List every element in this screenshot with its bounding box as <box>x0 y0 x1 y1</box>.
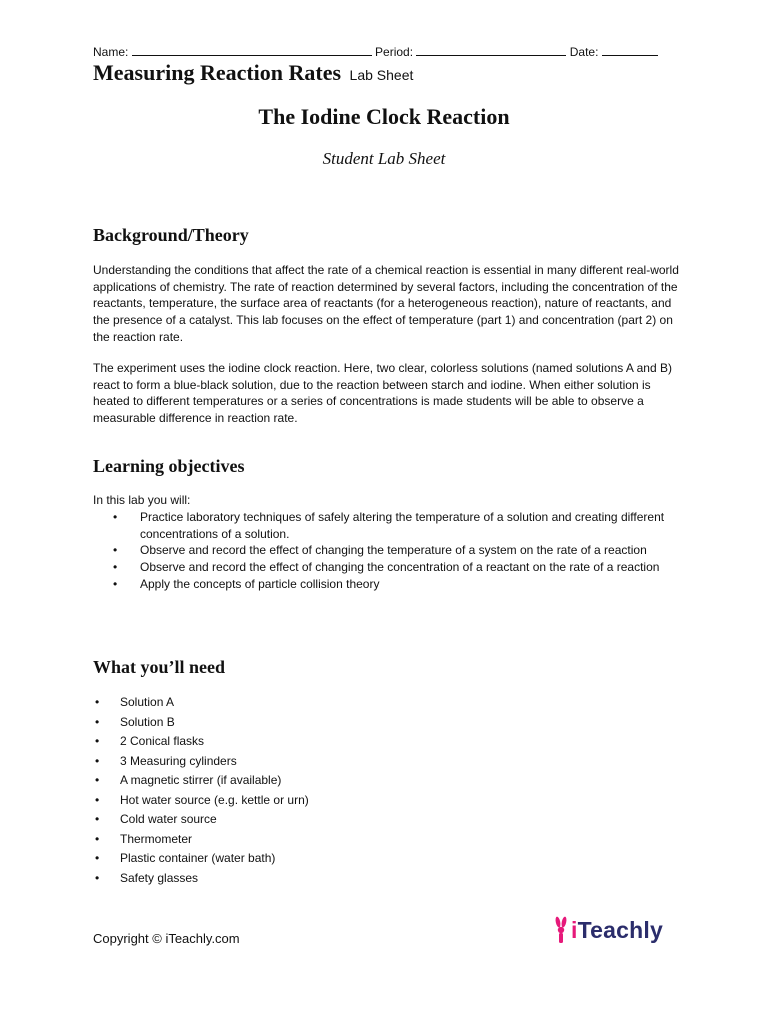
logo-rest-text: Teachly <box>577 916 663 943</box>
list-item <box>93 772 309 792</box>
background-paragraph: Understanding the conditions that affect the rate of a chemical reaction is essential in many different real-world applications of chemistry. The rate of reaction determined by several factors, including the concentration of the reactants, temperature, the surface area of reactants (for a heterogeneous reaction), nature of reactants, and the presence of a catalyst. This lab focuses on the effect of temperature (part 1) and concentration (part 2) on the reaction rate. <box>93 263 679 344</box>
needs-heading: What you’ll need <box>93 657 226 677</box>
list-item <box>113 576 683 593</box>
bullet-icon: • <box>95 792 100 807</box>
objective-text: Practice laboratory techniques of safely altering the temperature of a solution and creating different concentrations of a solution. <box>140 510 665 541</box>
document-title <box>93 60 413 86</box>
list-item <box>93 831 309 851</box>
lab-title: The Iodine Clock Reaction <box>258 104 510 129</box>
lab-subtitle: Student Lab Sheet <box>322 149 446 168</box>
bullet-icon: • <box>95 753 100 768</box>
bullet-icon: • <box>113 510 118 524</box>
list-item <box>113 542 683 559</box>
list-item <box>93 694 309 714</box>
objective-text: Observe and record the effect of changing the temperature of a system on the rate of a reaction <box>140 543 647 558</box>
bullet-icon: • <box>95 714 100 729</box>
need-text: Solution A <box>120 695 175 709</box>
period-label: Period: <box>375 45 414 59</box>
logo-wordmark <box>571 917 663 944</box>
bullet-icon: • <box>95 773 100 787</box>
list-item <box>93 850 309 870</box>
need-text: A magnetic stirrer (if available) <box>120 773 282 787</box>
background-paragraph: The experiment uses the iodine clock reaction. Here, two clear, colorless solutions (named solutions A and B) react to form a blue-black solution, due to the reaction between starch and iodine. When either solution is heated to different temperatures or a series of concentrations is made students will be able to observe a measurable difference in reaction rate. <box>93 361 672 426</box>
bullet-icon: • <box>95 870 100 885</box>
need-text: Safety glasses <box>120 870 199 885</box>
need-text: Hot water source (e.g. kettle or urn) <box>120 792 309 807</box>
document-title-main: Measuring Reaction Rates <box>93 60 342 85</box>
copyright-text: Copyright © iTeachly.com <box>93 931 240 946</box>
list-item <box>93 753 309 773</box>
need-text: Solution B <box>120 714 175 729</box>
objective-text: Apply the concepts of particle collision theory <box>140 576 380 591</box>
list-item <box>93 870 309 890</box>
bullet-icon: • <box>95 812 100 826</box>
bullet-icon: • <box>95 851 100 865</box>
name-blank <box>132 44 372 56</box>
objectives-intro: In this lab you will: <box>93 493 191 507</box>
objective-text: Observe and record the effect of changing the concentration of a reactant on the rate of a reaction <box>140 560 660 575</box>
bullet-icon: • <box>113 543 118 558</box>
bullet-icon: • <box>113 560 118 575</box>
date-label: Date: <box>569 45 599 59</box>
bullet-icon: • <box>113 576 118 591</box>
needs-list <box>93 694 309 889</box>
bunny-icon <box>553 916 569 944</box>
list-item <box>93 792 309 812</box>
bullet-icon: • <box>95 734 100 748</box>
list-item <box>93 714 309 734</box>
name-label: Name: <box>93 45 129 59</box>
list-item <box>93 811 309 831</box>
need-text: Cold water source <box>120 812 217 826</box>
iteachly-logo <box>553 916 663 944</box>
objectives-heading: Learning objectives <box>93 456 245 476</box>
bullet-icon: • <box>95 831 100 846</box>
list-item <box>113 509 683 542</box>
need-text: 3 Measuring cylinders <box>120 753 237 768</box>
document-title-sub: Lab Sheet <box>349 67 414 83</box>
list-item <box>113 559 683 576</box>
list-item <box>93 733 309 753</box>
date-blank <box>602 44 658 56</box>
need-text: Plastic container (water bath) <box>120 851 276 865</box>
bullet-icon: • <box>95 695 100 709</box>
logo-accent-letter: i <box>571 916 578 943</box>
header-fields <box>93 44 683 59</box>
need-text: 2 Conical flasks <box>120 734 205 748</box>
need-text: Thermometer <box>120 831 193 846</box>
period-blank <box>416 44 566 56</box>
objectives-list <box>113 509 683 593</box>
background-heading: Background/Theory <box>93 225 249 245</box>
